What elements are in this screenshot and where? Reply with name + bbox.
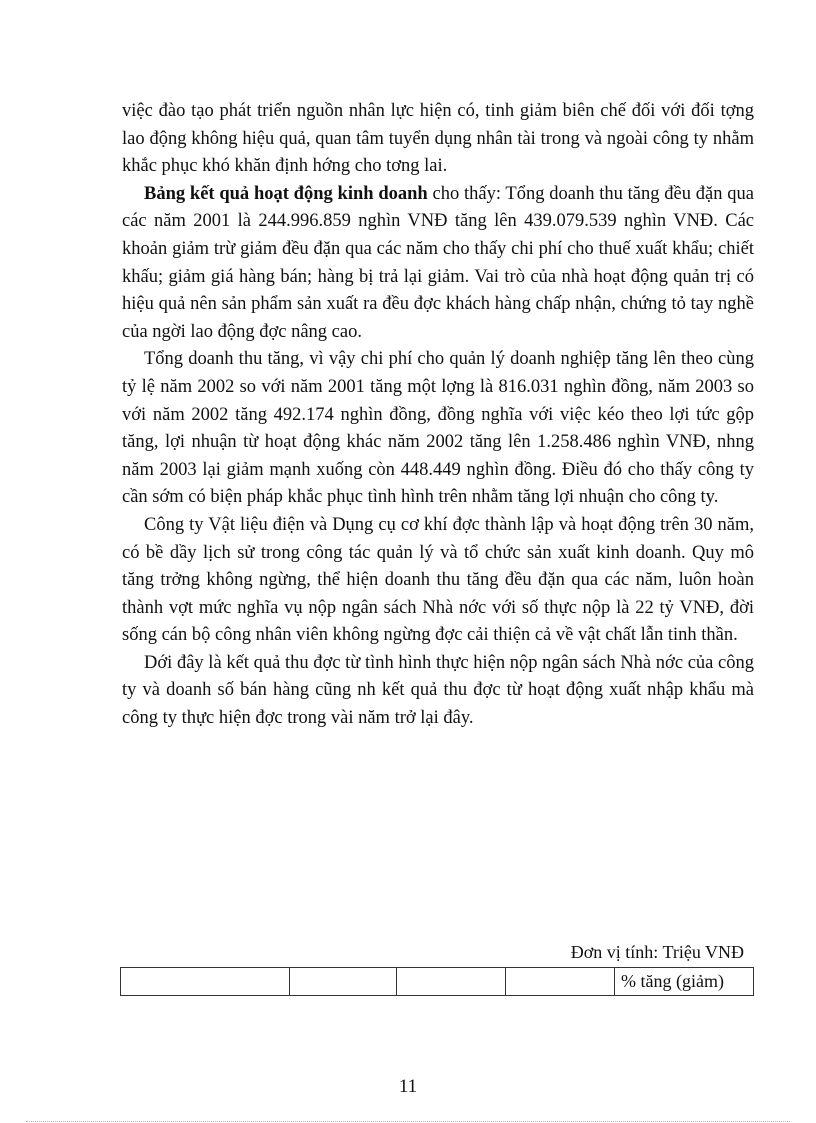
- paragraph: Dới đây là kết quả thu đợc từ tình hình thực hiện nộp ngân sách Nhà nớc của công ty và doanh số bán hàng cũng nh kết quả thu đợc từ hoạt động xuất nhập khẩu mà công ty thực hiện đợc trong vài năm trở lại đây.: [122, 652, 754, 729]
- paragraph: [122, 181, 754, 347]
- table-cell: [506, 968, 615, 996]
- unit-label: Đơn vị tính: Triệu VNĐ: [570, 942, 744, 962]
- table-row: [121, 968, 754, 996]
- results-table: [120, 967, 754, 996]
- footer-divider: [26, 1121, 790, 1122]
- paragraph: việc đào tạo phát triển nguồn nhân lực hiện có, tinh giảm biên chế đối với đối tợng lao động không hiệu quả, quan tâm tuyển dụng nhân tài trong và ngoài công ty nhằm khắc phục khó khăn định hớng cho tơng lai.: [122, 101, 754, 177]
- table-cell: [290, 968, 397, 996]
- paragraph: Tổng doanh thu tăng, vì vậy chi phí cho quản lý doanh nghiệp tăng lên theo cùng tỷ lệ năm 2002 so với năm 2001 tăng một lợng là 816.031 nghìn đồng, năm 2003 so với năm 2002 tăng 492.174 nghìn đồng, đồng nghĩa với việc kéo theo lợi tức gộp tăng, lợi nhuận từ hoạt động khác năm 2002 tăng lên 1.258.486 nghìn VNĐ, nhng năm 2003 lại giảm mạnh xuống còn 448.449 nghìn đồng. Điều đó cho thấy công ty cần sớm có biện pháp khắc phục tình hình trên nhằm tăng lợi nhuận cho công ty.: [122, 349, 754, 508]
- paragraph: Công ty Vật liệu điện và Dụng cụ cơ khí đợc thành lập và hoạt động trên 30 năm, có bề dầy lịch sử trong công tác quản lý và tổ chức sản xuất kinh doanh. Quy mô tăng trởng không ngừng, thể hiện doanh thu tăng đều đặn qua các năm, luôn hoàn thành vợt mức nghĩa vụ nộp ngân sách Nhà nớc với số thực nộp là 22 tỷ VNĐ, đời sống cán bộ công nhân viên không ngừng đợc cải thiện cả về vật chất lẫn tinh thần.: [122, 514, 754, 646]
- page-number: 11: [398, 1076, 418, 1097]
- body-text: [122, 98, 754, 733]
- bold-lead: Bảng kết quả hoạt động kinh doanh: [144, 183, 428, 204]
- table-cell: [397, 968, 506, 996]
- paragraph-rest: cho thấy: Tổng doanh thu tăng đều đặn qua các năm 2001 là 244.996.859 nghìn VNĐ tăng lên 439.079.539 nghìn VNĐ. Các khoản giảm trừ giảm đều đặn qua các năm cho thấy chi phí cho thuế xuất khẩu; chiết khấu; giảm giá hàng bán; hàng bị trả lại giảm. Vai trò của nhà hoạt động quản trị có hiệu quả nên sản phẩm sản xuất ra đều đợc khách hàng chấp nhận, chứng tỏ tay nghề của ngời lao động đợc nâng cao.: [122, 183, 754, 342]
- table-cell: % tăng (giảm): [615, 968, 754, 996]
- table-cell: [121, 968, 290, 996]
